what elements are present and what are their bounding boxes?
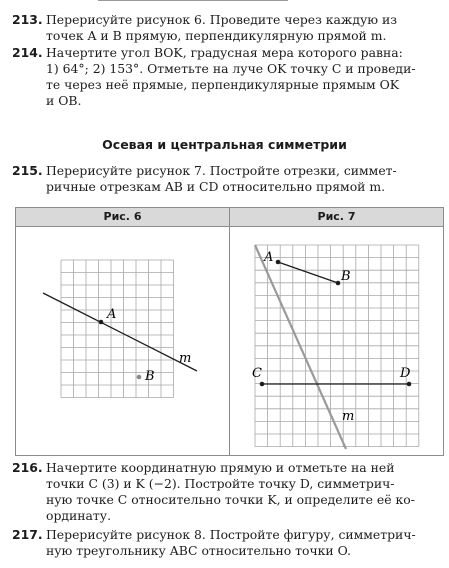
label-m: m <box>179 351 192 366</box>
point-b <box>137 375 142 380</box>
problem-text-line: ную треугольнику ABC относительно точки O. <box>46 543 351 558</box>
problem-text-line: точек A и B прямую, перпендикулярную прямой m. <box>46 28 387 43</box>
figure-6-grid <box>61 260 174 398</box>
point-d <box>407 382 412 387</box>
problem-text-line: ричные отрезкам AB и CD относительно прямой m. <box>46 179 386 194</box>
problem-text-line: Перерисуйте рисунок 7. Постройте отрезки, симмет- <box>46 163 397 178</box>
problem-215 <box>12 163 440 195</box>
figures-panel <box>15 207 444 456</box>
point-a <box>276 260 281 265</box>
problem-213 <box>12 12 440 44</box>
figure-7-drawing <box>230 227 443 455</box>
problem-text-line: те через неё прямые, перпендикулярные прямым OK <box>46 77 399 92</box>
label-b: B <box>341 269 351 284</box>
problem-text-line: точки C (3) и K (−2). Постройте точку D, симметрич- <box>46 476 395 491</box>
problem-text-line: Перерисуйте рисунок 6. Проведите через каждую из <box>46 12 397 27</box>
problem-214 <box>12 45 440 109</box>
problem-text-line: ную точке C относительно точки K, и определите её ко- <box>46 492 415 507</box>
problem-216 <box>12 460 440 524</box>
problem-number: 214. <box>12 45 43 60</box>
figure-7-title: Рис. 7 <box>230 208 443 227</box>
point-b <box>336 281 341 286</box>
point-c <box>260 382 265 387</box>
problem-217 <box>12 527 440 559</box>
label-d: D <box>400 366 411 381</box>
segment-ab <box>278 262 338 283</box>
problem-number: 217. <box>12 527 43 542</box>
problem-number: 213. <box>12 12 43 27</box>
figure-6-drawing <box>16 227 229 455</box>
problem-text-line: 1) 64°; 2) 153°. Отметьте на луче OK точку C и проведи- <box>46 61 416 76</box>
figure-7-grid <box>255 245 419 447</box>
problem-text-line: ординату. <box>46 508 112 523</box>
section-title: Осевая и центральная симметрии <box>102 137 347 152</box>
line-m <box>255 245 346 449</box>
label-b: B <box>145 369 155 384</box>
label-a: A <box>107 307 117 322</box>
point-a <box>99 320 104 325</box>
previous-section-rule <box>98 0 288 1</box>
problem-text-line: и OB. <box>46 93 82 108</box>
label-a: A <box>264 250 274 265</box>
problem-number: 216. <box>12 460 43 475</box>
problem-text-line: Начертите угол BOK, градусная мера которого равна: <box>46 45 403 60</box>
label-m: m <box>342 409 355 424</box>
figure-6-title: Рис. 6 <box>16 208 229 227</box>
problem-text-line: Перерисуйте рисунок 8. Постройте фигуру, симметрич- <box>46 527 416 542</box>
problem-number: 215. <box>12 163 43 178</box>
label-c: C <box>252 366 262 381</box>
problem-text-line: Начертите координатную прямую и отметьте на ней <box>46 460 395 475</box>
